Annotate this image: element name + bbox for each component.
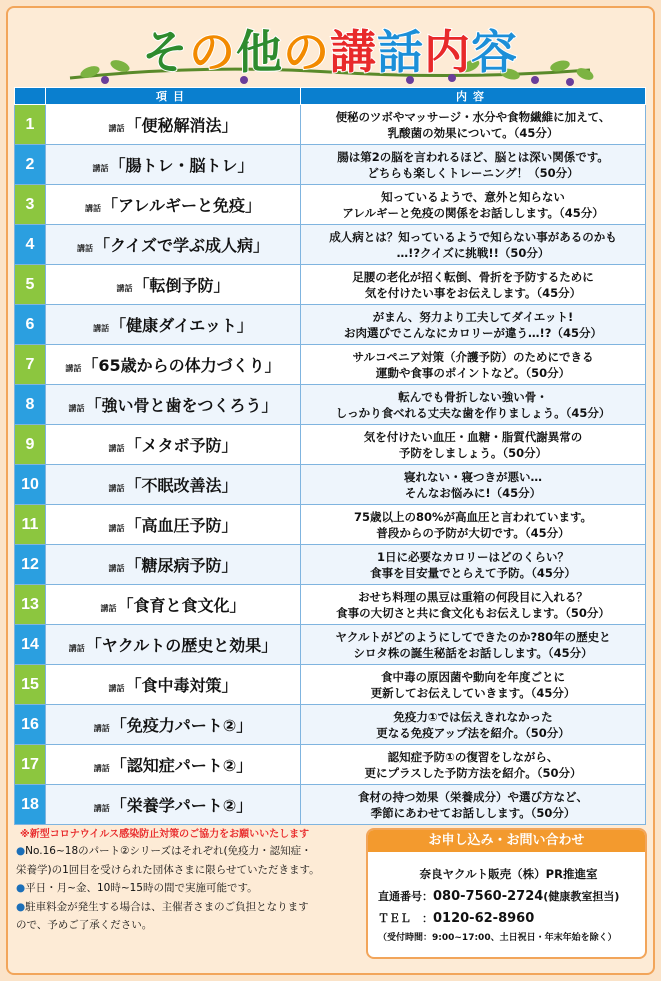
row-description	[301, 305, 646, 345]
topic-prefix: 講話	[108, 484, 125, 493]
row-topic	[46, 305, 301, 345]
table-row	[15, 305, 646, 345]
topic-prefix: 講話	[100, 604, 117, 613]
description-line-1: 食材の持つ効果（栄養成分）や選び方など、	[358, 789, 588, 804]
description-line-2: …!?クイズに挑戦!!（50分）	[396, 245, 550, 260]
description-line-1: 寝れない・寝つきが悪い…	[404, 469, 542, 484]
table-row	[15, 425, 646, 465]
table-row	[15, 185, 646, 225]
description-line-1: 75歳以上の80%が高血圧と言われています。	[353, 509, 593, 524]
description-line-2: 普段からの予防が大切です。（45分）	[376, 525, 570, 540]
description-line-2: 更にプラスした予防方法を紹介。（50分）	[364, 765, 582, 780]
topic-prefix: 講話	[93, 324, 110, 333]
topic-title: 「65歳からの体力づくり」	[82, 356, 281, 375]
header-content: 内容	[301, 88, 646, 105]
row-description	[301, 465, 646, 505]
table-row	[15, 105, 646, 145]
row-description	[301, 785, 646, 825]
topic-title: 「メタボ予防」	[125, 436, 238, 455]
note-3: ●駐車料金が発生する場合は、主催者さまのご負担となります	[16, 900, 309, 913]
note-3b: ので、予めご了承ください。	[16, 919, 153, 931]
bullet-icon: ●	[16, 845, 26, 857]
row-number: 17	[15, 745, 46, 785]
description-line-1: サルコペニア対策（介護予防）のためにできる	[352, 349, 594, 364]
description-line-1: 腸は第2の脳を言われるほど、脳とは深い関係です。	[337, 149, 609, 164]
row-topic	[46, 185, 301, 225]
row-topic	[46, 345, 301, 385]
title-char: 容	[471, 25, 518, 79]
description-line-1: おせち料理の黒豆は重箱の何段目に入れる？	[358, 589, 588, 604]
topic-title: 「免疫力パート②」	[110, 716, 253, 735]
row-number: 18	[15, 785, 46, 825]
row-number: 7	[15, 345, 46, 385]
title-char: の	[283, 25, 330, 79]
description-line-1: 認知症予防①の復習をしながら、	[387, 749, 559, 764]
description-line-2: 乳酸菌の効果について。（45分）	[387, 125, 559, 140]
table-row	[15, 265, 646, 305]
topic-title: 「不眠改善法」	[125, 476, 238, 495]
contact-heading: お申し込み・お問い合わせ	[368, 830, 645, 852]
description-line-2: 季節にあわせてお話しします。（50分）	[370, 805, 576, 820]
description-line-2: 更新してお伝えしていきます。（45分）	[370, 685, 576, 700]
row-number: 8	[15, 385, 46, 425]
row-description	[301, 265, 646, 305]
table-header	[15, 88, 646, 105]
table-body	[15, 105, 646, 825]
description-line-1: がまん、努力より工夫してダイエット!	[372, 309, 574, 324]
lecture-table	[14, 87, 646, 825]
topic-prefix: 講話	[108, 564, 125, 573]
direct-number[interactable]: 080-7560-2724	[433, 889, 544, 904]
row-description	[301, 505, 646, 545]
contact-hours: （受付時間：9:00~17:00、土日祝日・年末年始を除く）	[378, 933, 617, 943]
topic-title: 「アレルギーと免疫」	[102, 196, 261, 215]
topic-title: 「ヤクルトの歴史と効果」	[85, 636, 278, 655]
topic-title: 「便秘解消法」	[125, 116, 238, 135]
title-char: の	[189, 25, 236, 79]
title-char: 他	[236, 25, 283, 79]
description-line-2: 食事を目安量でとらえて予防。（45分）	[370, 565, 576, 580]
header-topic: 項目	[46, 88, 301, 105]
note-1: ●No.16~18のパート②シリーズはそれぞれ(免疫力・認知症・	[16, 845, 312, 857]
row-topic	[46, 105, 301, 145]
notes	[16, 842, 368, 935]
title-char: 内	[424, 25, 471, 79]
description-line-1: 転んでも骨折しない強い骨・	[398, 389, 548, 404]
topic-prefix: 講話	[68, 404, 85, 413]
row-topic	[46, 145, 301, 185]
header-num	[15, 88, 46, 105]
description-line-1: 足腰の老化が招く転倒、骨折を予防するために	[352, 269, 594, 284]
topic-prefix: 講話	[108, 684, 125, 693]
row-description	[301, 345, 646, 385]
row-topic	[46, 705, 301, 745]
row-topic	[46, 785, 301, 825]
topic-prefix: 講話	[108, 524, 125, 533]
table-row	[15, 225, 646, 265]
covid-notice: ※新型コロナウイルス感染防止対策のご協力をお願いいたします	[20, 829, 310, 840]
description-line-2: 気を付けたい事をお伝えします。（45分）	[364, 285, 582, 300]
contact-direct: 直通番号：080-7560-2724(健康教室担当)	[378, 889, 620, 904]
row-number: 16	[15, 705, 46, 745]
row-number: 4	[15, 225, 46, 265]
topic-title: 「栄養学パート②」	[110, 796, 253, 815]
row-description	[301, 145, 646, 185]
description-line-1: 気を付けたい血圧・血糖・脂質代謝異常の	[363, 429, 583, 444]
bullet-icon: ●	[16, 882, 26, 894]
table-row	[15, 545, 646, 585]
description-line-1: 成人病とは？知っているようで知らない事があるのかも	[329, 229, 617, 244]
description-line-2: アレルギーと免疫の関係をお話しします。（45分）	[342, 205, 604, 220]
title-area	[0, 8, 661, 88]
row-description	[301, 185, 646, 225]
description-line-1: 知っているようで、意外と知らない	[381, 189, 565, 204]
note-2: ●平日・月~金、10時~15時の間で実施可能です。	[16, 882, 258, 894]
table-row	[15, 745, 646, 785]
row-description	[301, 425, 646, 465]
note-1b: 栄養学)の1回目を受けられた団体さまに限らせていただきます。	[16, 863, 320, 876]
topic-title: 「食育と食文化」	[117, 596, 246, 615]
table-row	[15, 145, 646, 185]
row-number: 13	[15, 585, 46, 625]
topic-prefix: 講話	[93, 724, 110, 733]
topic-prefix: 講話	[93, 764, 110, 773]
table-row	[15, 625, 646, 665]
tel-number[interactable]: 0120-62-8960	[433, 911, 535, 926]
description-line-1: 便秘のツボやマッサージ・水分や食物繊維に加えて、	[335, 109, 611, 124]
table-row	[15, 665, 646, 705]
topic-title: 「高血圧予防」	[125, 516, 238, 535]
row-number: 5	[15, 265, 46, 305]
description-line-2: どちらも楽しくトレーニング！（50分）	[367, 165, 579, 180]
description-line-2: 食事の大切さと共に食文化もお伝えします。（50分）	[336, 605, 610, 620]
description-line-2: しっかり食べれる丈夫な歯を作りましょう。（45分）	[335, 405, 611, 420]
topic-title: 「健康ダイエット」	[110, 316, 253, 335]
row-number: 15	[15, 665, 46, 705]
row-description	[301, 745, 646, 785]
description-line-1: 食中毒の原因菌や動向を年度ごとに	[381, 669, 565, 684]
topic-title: 「転倒予防」	[133, 276, 230, 295]
row-description	[301, 705, 646, 745]
table-row	[15, 385, 646, 425]
page-title	[100, 16, 560, 82]
row-number: 14	[15, 625, 46, 665]
topic-prefix: 講話	[65, 364, 82, 373]
table-row	[15, 465, 646, 505]
table-row	[15, 585, 646, 625]
table-row	[15, 505, 646, 545]
title-char: 話	[377, 25, 424, 79]
row-number: 3	[15, 185, 46, 225]
contact-tel: ＴＥＬ ：0120-62-8960	[378, 911, 535, 926]
topic-title: 「強い骨と歯をつくろう」	[85, 396, 278, 415]
row-number: 9	[15, 425, 46, 465]
row-number: 1	[15, 105, 46, 145]
topic-prefix: 講話	[85, 204, 102, 213]
row-topic	[46, 585, 301, 625]
topic-prefix: 講話	[108, 124, 125, 133]
description-line-1: 1日に必要なカロリーはどのくらい？	[377, 549, 569, 564]
row-topic	[46, 265, 301, 305]
title-char: そ	[142, 25, 189, 79]
row-topic	[46, 505, 301, 545]
topic-prefix: 講話	[76, 244, 93, 253]
description-line-1: 免疫力①では伝えきれなかった	[393, 709, 553, 724]
row-number: 10	[15, 465, 46, 505]
topic-title: 「糖尿病予防」	[125, 556, 238, 575]
table-row	[15, 345, 646, 385]
row-description	[301, 665, 646, 705]
topic-title: 「認知症パート②」	[110, 756, 253, 775]
title-char: 講	[330, 25, 377, 79]
contact-company: 奈良ヤクルト販売（株）PR推進室	[419, 867, 598, 881]
description-line-2: シロタ株の誕生秘話をお話しします。（45分）	[353, 645, 593, 660]
topic-title: 「クイズで学ぶ成人病」	[93, 236, 270, 255]
table-row	[15, 785, 646, 825]
topic-title: 「食中毒対策」	[125, 676, 238, 695]
row-number: 11	[15, 505, 46, 545]
row-description	[301, 105, 646, 145]
topic-prefix: 講話	[92, 164, 109, 173]
topic-prefix: 講話	[116, 284, 133, 293]
row-topic	[46, 665, 301, 705]
row-description	[301, 225, 646, 265]
row-topic	[46, 745, 301, 785]
row-number: 2	[15, 145, 46, 185]
description-line-2: 運動や食事のポイントなど。（50分）	[375, 365, 571, 380]
table-row	[15, 705, 646, 745]
row-description	[301, 545, 646, 585]
topic-title: 「腸トレ・脳トレ」	[109, 156, 254, 175]
row-number: 12	[15, 545, 46, 585]
description-line-2: 更なる免疫アップ法を紹介。（50分）	[376, 725, 570, 740]
row-description	[301, 625, 646, 665]
bullet-icon: ●	[16, 900, 26, 913]
row-description	[301, 385, 646, 425]
topic-prefix: 講話	[93, 804, 110, 813]
topic-prefix: 講話	[108, 444, 125, 453]
row-topic	[46, 225, 301, 265]
row-topic	[46, 625, 301, 665]
contact-box	[366, 828, 647, 959]
topic-prefix: 講話	[68, 644, 85, 653]
row-topic	[46, 545, 301, 585]
row-number: 6	[15, 305, 46, 345]
row-topic	[46, 465, 301, 505]
row-description	[301, 585, 646, 625]
row-topic	[46, 385, 301, 425]
description-line-2: お肉選びでこんなにカロリーが違う…!?（45分）	[344, 325, 602, 340]
row-topic	[46, 425, 301, 465]
description-line-1: ヤクルトがどのようにしてできたのか?80年の歴史と	[335, 629, 611, 644]
description-line-2: そんなお悩みに!（45分）	[404, 485, 542, 500]
description-line-2: 予防をしましょう。（50分）	[398, 445, 548, 460]
